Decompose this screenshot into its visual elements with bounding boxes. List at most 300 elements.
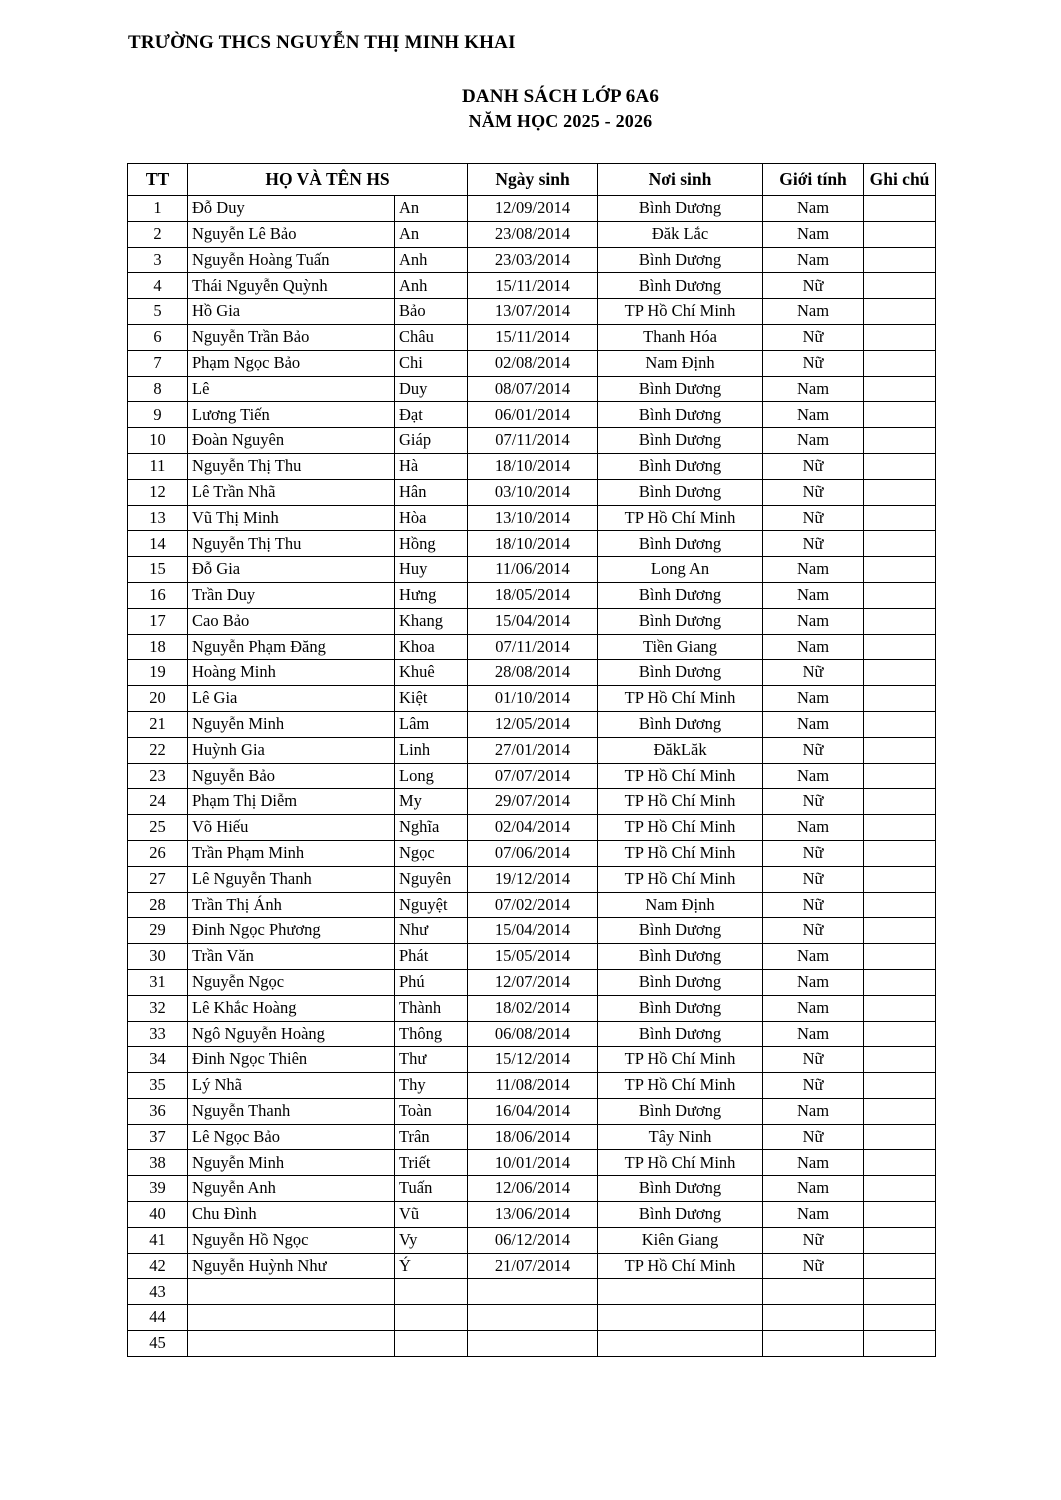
cell-gender xyxy=(763,1279,864,1305)
cell-note xyxy=(864,531,936,557)
cell-date-of-birth: 15/11/2014 xyxy=(468,324,598,350)
school-year-subtitle: NĂM HỌC 2025 - 2026 xyxy=(468,111,653,131)
column-header-note: Ghi chú xyxy=(864,164,936,196)
cell-gender: Nữ xyxy=(763,1073,864,1099)
cell-gender xyxy=(763,1305,864,1331)
cell-date-of-birth: 08/07/2014 xyxy=(468,376,598,402)
cell-gender: Nam xyxy=(763,608,864,634)
cell-given-name: Như xyxy=(395,918,468,944)
cell-birthplace: Bình Dương xyxy=(598,247,763,273)
cell-note xyxy=(864,711,936,737)
cell-tt: 45 xyxy=(128,1331,188,1357)
cell-given-name: Thy xyxy=(395,1073,468,1099)
cell-date-of-birth: 15/05/2014 xyxy=(468,944,598,970)
cell-tt: 40 xyxy=(128,1202,188,1228)
cell-given-name: Hòa xyxy=(395,505,468,531)
cell-note xyxy=(864,557,936,583)
cell-given-name: Giáp xyxy=(395,428,468,454)
cell-given-name: Anh xyxy=(395,247,468,273)
cell-gender: Nữ xyxy=(763,1227,864,1253)
cell-birthplace: TP Hồ Chí Minh xyxy=(598,686,763,712)
cell-tt: 38 xyxy=(128,1150,188,1176)
column-header-full-name: HỌ VÀ TÊN HS xyxy=(188,164,468,196)
cell-gender: Nữ xyxy=(763,918,864,944)
cell-date-of-birth: 23/03/2014 xyxy=(468,247,598,273)
cell-note xyxy=(864,479,936,505)
cell-note xyxy=(864,660,936,686)
cell-surname: Nguyễn Bảo xyxy=(188,763,395,789)
cell-tt: 33 xyxy=(128,1021,188,1047)
cell-surname: Đinh Ngọc Thiên xyxy=(188,1047,395,1073)
cell-given-name: Khuê xyxy=(395,660,468,686)
table-row xyxy=(128,1124,936,1150)
cell-date-of-birth: 12/09/2014 xyxy=(468,196,598,222)
cell-birthplace: Long An xyxy=(598,557,763,583)
cell-date-of-birth xyxy=(468,1331,598,1357)
table-row xyxy=(128,453,936,479)
column-header-gender: Giới tính xyxy=(763,164,864,196)
cell-gender: Nữ xyxy=(763,866,864,892)
cell-surname: Lê Gia xyxy=(188,686,395,712)
cell-note xyxy=(864,763,936,789)
cell-surname: Nguyễn Anh xyxy=(188,1176,395,1202)
cell-gender: Nữ xyxy=(763,273,864,299)
cell-given-name: Thông xyxy=(395,1021,468,1047)
cell-tt: 19 xyxy=(128,660,188,686)
cell-gender: Nam xyxy=(763,428,864,454)
cell-given-name: Thành xyxy=(395,995,468,1021)
cell-date-of-birth: 07/07/2014 xyxy=(468,763,598,789)
cell-date-of-birth: 06/12/2014 xyxy=(468,1227,598,1253)
cell-gender: Nữ xyxy=(763,479,864,505)
cell-birthplace xyxy=(598,1331,763,1357)
cell-gender: Nữ xyxy=(763,840,864,866)
cell-date-of-birth: 13/07/2014 xyxy=(468,299,598,325)
cell-surname: Ngô Nguyễn Hoàng xyxy=(188,1021,395,1047)
table-row xyxy=(128,1279,936,1305)
cell-note xyxy=(864,428,936,454)
cell-gender: Nữ xyxy=(763,1253,864,1279)
cell-birthplace: TP Hồ Chí Minh xyxy=(598,789,763,815)
cell-date-of-birth: 02/04/2014 xyxy=(468,815,598,841)
student-roster-table xyxy=(127,163,936,1357)
cell-note xyxy=(864,1047,936,1073)
cell-given-name: Nguyệt xyxy=(395,892,468,918)
student-roster-table-wrapper xyxy=(127,163,935,1357)
cell-date-of-birth: 23/08/2014 xyxy=(468,221,598,247)
cell-tt: 7 xyxy=(128,350,188,376)
cell-given-name: Duy xyxy=(395,376,468,402)
cell-surname: Lê Khắc Hoàng xyxy=(188,995,395,1021)
cell-note xyxy=(864,376,936,402)
cell-given-name: Vy xyxy=(395,1227,468,1253)
cell-birthplace: Bình Dương xyxy=(598,995,763,1021)
cell-tt: 36 xyxy=(128,1098,188,1124)
cell-note xyxy=(864,840,936,866)
cell-date-of-birth: 15/04/2014 xyxy=(468,918,598,944)
cell-birthplace: Bình Dương xyxy=(598,1021,763,1047)
cell-gender: Nam xyxy=(763,969,864,995)
cell-given-name xyxy=(395,1331,468,1357)
cell-given-name: Hồng xyxy=(395,531,468,557)
cell-tt: 13 xyxy=(128,505,188,531)
cell-surname xyxy=(188,1305,395,1331)
cell-note xyxy=(864,608,936,634)
cell-surname: Phạm Thị Diễm xyxy=(188,789,395,815)
cell-birthplace: Bình Dương xyxy=(598,944,763,970)
table-row xyxy=(128,995,936,1021)
cell-birthplace: Bình Dương xyxy=(598,531,763,557)
table-row xyxy=(128,1227,936,1253)
table-row xyxy=(128,273,936,299)
cell-birthplace: Bình Dương xyxy=(598,402,763,428)
cell-gender: Nam xyxy=(763,944,864,970)
cell-surname: Nguyễn Minh xyxy=(188,1150,395,1176)
cell-note xyxy=(864,866,936,892)
cell-note xyxy=(864,892,936,918)
cell-date-of-birth: 12/07/2014 xyxy=(468,969,598,995)
cell-birthplace: TP Hồ Chí Minh xyxy=(598,505,763,531)
cell-tt: 16 xyxy=(128,582,188,608)
cell-surname: Đỗ Duy xyxy=(188,196,395,222)
table-row xyxy=(128,840,936,866)
cell-surname: Chu Đình xyxy=(188,1202,395,1228)
cell-tt: 37 xyxy=(128,1124,188,1150)
table-row xyxy=(128,686,936,712)
cell-gender: Nữ xyxy=(763,1047,864,1073)
cell-date-of-birth: 07/11/2014 xyxy=(468,428,598,454)
cell-tt: 15 xyxy=(128,557,188,583)
table-row xyxy=(128,1176,936,1202)
table-row xyxy=(128,737,936,763)
table-header-row xyxy=(128,164,936,196)
cell-note xyxy=(864,324,936,350)
cell-gender: Nam xyxy=(763,1176,864,1202)
table-row xyxy=(128,1305,936,1331)
cell-gender: Nam xyxy=(763,196,864,222)
cell-gender: Nữ xyxy=(763,453,864,479)
cell-gender: Nữ xyxy=(763,531,864,557)
cell-tt: 5 xyxy=(128,299,188,325)
cell-tt: 42 xyxy=(128,1253,188,1279)
cell-gender: Nam xyxy=(763,686,864,712)
table-row xyxy=(128,944,936,970)
cell-birthplace: Bình Dương xyxy=(598,918,763,944)
cell-surname: Lê Nguyễn Thanh xyxy=(188,866,395,892)
cell-birthplace: TP Hồ Chí Minh xyxy=(598,1047,763,1073)
cell-note xyxy=(864,453,936,479)
cell-date-of-birth: 18/02/2014 xyxy=(468,995,598,1021)
cell-birthplace: TP Hồ Chí Minh xyxy=(598,815,763,841)
table-row xyxy=(128,1202,936,1228)
cell-given-name: Tuấn xyxy=(395,1176,468,1202)
cell-birthplace: Đăk Lắc xyxy=(598,221,763,247)
table-row xyxy=(128,789,936,815)
column-header-dob: Ngày sinh xyxy=(468,164,598,196)
table-row xyxy=(128,1021,936,1047)
cell-note xyxy=(864,299,936,325)
table-row xyxy=(128,247,936,273)
cell-note xyxy=(864,1202,936,1228)
cell-given-name: Vũ xyxy=(395,1202,468,1228)
cell-note xyxy=(864,969,936,995)
cell-surname: Hoàng Minh xyxy=(188,660,395,686)
cell-date-of-birth: 10/01/2014 xyxy=(468,1150,598,1176)
cell-tt: 6 xyxy=(128,324,188,350)
cell-note xyxy=(864,221,936,247)
cell-gender: Nam xyxy=(763,299,864,325)
table-row xyxy=(128,866,936,892)
table-body xyxy=(128,196,936,1357)
cell-given-name: Nguyên xyxy=(395,866,468,892)
cell-date-of-birth: 03/10/2014 xyxy=(468,479,598,505)
cell-surname: Huỳnh Gia xyxy=(188,737,395,763)
cell-tt: 14 xyxy=(128,531,188,557)
cell-note xyxy=(864,402,936,428)
cell-note xyxy=(864,1073,936,1099)
cell-date-of-birth: 12/06/2014 xyxy=(468,1176,598,1202)
cell-note xyxy=(864,350,936,376)
cell-surname: Nguyễn Thị Thu xyxy=(188,531,395,557)
cell-birthplace: Bình Dương xyxy=(598,453,763,479)
cell-birthplace xyxy=(598,1279,763,1305)
cell-birthplace: Tiền Giang xyxy=(598,634,763,660)
cell-tt: 8 xyxy=(128,376,188,402)
table-row xyxy=(128,815,936,841)
cell-given-name xyxy=(395,1305,468,1331)
cell-surname: Lê Trần Nhã xyxy=(188,479,395,505)
cell-given-name: Châu xyxy=(395,324,468,350)
cell-given-name: Triết xyxy=(395,1150,468,1176)
cell-birthplace: Kiên Giang xyxy=(598,1227,763,1253)
column-header-birthplace: Nơi sinh xyxy=(598,164,763,196)
table-row xyxy=(128,324,936,350)
cell-given-name: Khoa xyxy=(395,634,468,660)
cell-birthplace: Tây Ninh xyxy=(598,1124,763,1150)
cell-tt: 31 xyxy=(128,969,188,995)
cell-note xyxy=(864,247,936,273)
cell-gender: Nam xyxy=(763,557,864,583)
cell-date-of-birth xyxy=(468,1279,598,1305)
column-header-tt: TT xyxy=(128,164,188,196)
cell-birthplace: Thanh Hóa xyxy=(598,324,763,350)
cell-tt: 41 xyxy=(128,1227,188,1253)
table-row xyxy=(128,1150,936,1176)
cell-note xyxy=(864,1150,936,1176)
cell-note xyxy=(864,196,936,222)
cell-birthplace: Bình Dương xyxy=(598,582,763,608)
cell-given-name: Linh xyxy=(395,737,468,763)
table-row xyxy=(128,557,936,583)
cell-birthplace: Bình Dương xyxy=(598,660,763,686)
cell-gender: Nam xyxy=(763,221,864,247)
cell-date-of-birth: 12/05/2014 xyxy=(468,711,598,737)
table-row xyxy=(128,1098,936,1124)
cell-date-of-birth: 06/01/2014 xyxy=(468,402,598,428)
cell-given-name: Khang xyxy=(395,608,468,634)
cell-given-name: Toàn xyxy=(395,1098,468,1124)
cell-surname: Trần Thị Ánh xyxy=(188,892,395,918)
cell-birthplace: TP Hồ Chí Minh xyxy=(598,763,763,789)
cell-surname: Nguyễn Lê Bảo xyxy=(188,221,395,247)
cell-given-name: Hà xyxy=(395,453,468,479)
cell-note xyxy=(864,1176,936,1202)
cell-birthplace: TP Hồ Chí Minh xyxy=(598,840,763,866)
cell-surname: Lê xyxy=(188,376,395,402)
cell-birthplace: Nam Định xyxy=(598,892,763,918)
table-row xyxy=(128,763,936,789)
cell-note xyxy=(864,582,936,608)
cell-surname: Phạm Ngọc Bảo xyxy=(188,350,395,376)
cell-gender: Nữ xyxy=(763,789,864,815)
cell-gender: Nam xyxy=(763,376,864,402)
cell-birthplace xyxy=(598,1305,763,1331)
cell-note xyxy=(864,789,936,815)
cell-surname: Vũ Thị Minh xyxy=(188,505,395,531)
cell-tt: 24 xyxy=(128,789,188,815)
cell-date-of-birth: 11/06/2014 xyxy=(468,557,598,583)
cell-note xyxy=(864,1305,936,1331)
cell-birthplace: TP Hồ Chí Minh xyxy=(598,866,763,892)
table-row xyxy=(128,582,936,608)
cell-surname: Nguyễn Ngọc xyxy=(188,969,395,995)
cell-note xyxy=(864,686,936,712)
cell-date-of-birth: 21/07/2014 xyxy=(468,1253,598,1279)
cell-date-of-birth: 06/08/2014 xyxy=(468,1021,598,1047)
cell-note xyxy=(864,1331,936,1357)
table-row xyxy=(128,350,936,376)
cell-surname: Nguyễn Thị Thu xyxy=(188,453,395,479)
cell-note xyxy=(864,634,936,660)
cell-gender: Nam xyxy=(763,634,864,660)
cell-date-of-birth: 18/10/2014 xyxy=(468,453,598,479)
cell-given-name: Nghĩa xyxy=(395,815,468,841)
cell-tt: 9 xyxy=(128,402,188,428)
cell-surname xyxy=(188,1279,395,1305)
cell-date-of-birth: 15/11/2014 xyxy=(468,273,598,299)
cell-given-name: Lâm xyxy=(395,711,468,737)
cell-tt: 12 xyxy=(128,479,188,505)
cell-birthplace: Bình Dương xyxy=(598,428,763,454)
cell-tt: 43 xyxy=(128,1279,188,1305)
cell-surname: Nguyễn Huỳnh Như xyxy=(188,1253,395,1279)
cell-tt: 27 xyxy=(128,866,188,892)
cell-date-of-birth: 18/05/2014 xyxy=(468,582,598,608)
cell-gender: Nữ xyxy=(763,660,864,686)
cell-given-name xyxy=(395,1279,468,1305)
cell-surname: Trần Văn xyxy=(188,944,395,970)
cell-note xyxy=(864,1227,936,1253)
cell-date-of-birth: 07/06/2014 xyxy=(468,840,598,866)
cell-note xyxy=(864,737,936,763)
cell-birthplace: TP Hồ Chí Minh xyxy=(598,1073,763,1099)
school-name-heading: TRƯỜNG THCS NGUYỄN THỊ MINH KHAI xyxy=(128,32,516,53)
cell-surname: Lý Nhã xyxy=(188,1073,395,1099)
cell-birthplace: Bình Dương xyxy=(598,608,763,634)
cell-tt: 28 xyxy=(128,892,188,918)
cell-gender: Nam xyxy=(763,1202,864,1228)
cell-date-of-birth: 19/12/2014 xyxy=(468,866,598,892)
cell-tt: 32 xyxy=(128,995,188,1021)
table-row xyxy=(128,608,936,634)
cell-gender: Nam xyxy=(763,247,864,273)
cell-given-name: Thư xyxy=(395,1047,468,1073)
cell-surname xyxy=(188,1331,395,1357)
cell-date-of-birth: 02/08/2014 xyxy=(468,350,598,376)
page-title: DANH SÁCH LỚP 6A6 xyxy=(461,86,660,107)
cell-surname: Võ Hiếu xyxy=(188,815,395,841)
cell-gender: Nữ xyxy=(763,324,864,350)
cell-surname: Trần Duy xyxy=(188,582,395,608)
cell-note xyxy=(864,815,936,841)
cell-date-of-birth: 27/01/2014 xyxy=(468,737,598,763)
cell-given-name: Long xyxy=(395,763,468,789)
cell-gender: Nam xyxy=(763,1150,864,1176)
table-row xyxy=(128,660,936,686)
cell-surname: Đinh Ngọc Phương xyxy=(188,918,395,944)
cell-gender: Nữ xyxy=(763,350,864,376)
cell-note xyxy=(864,1021,936,1047)
cell-given-name: Đạt xyxy=(395,402,468,428)
table-row xyxy=(128,299,936,325)
cell-given-name: An xyxy=(395,221,468,247)
table-row xyxy=(128,892,936,918)
cell-given-name: My xyxy=(395,789,468,815)
cell-date-of-birth: 18/10/2014 xyxy=(468,531,598,557)
cell-tt: 39 xyxy=(128,1176,188,1202)
cell-note xyxy=(864,273,936,299)
cell-surname: Hồ Gia xyxy=(188,299,395,325)
cell-date-of-birth: 28/08/2014 xyxy=(468,660,598,686)
cell-surname: Nguyễn Phạm Đăng xyxy=(188,634,395,660)
cell-birthplace: Nam Định xyxy=(598,350,763,376)
cell-date-of-birth: 01/10/2014 xyxy=(468,686,598,712)
cell-given-name: Hưng xyxy=(395,582,468,608)
cell-date-of-birth: 07/02/2014 xyxy=(468,892,598,918)
cell-birthplace: Bình Dương xyxy=(598,711,763,737)
table-header xyxy=(128,164,936,196)
cell-surname: Nguyễn Thanh xyxy=(188,1098,395,1124)
cell-tt: 34 xyxy=(128,1047,188,1073)
cell-gender: Nam xyxy=(763,995,864,1021)
cell-tt: 3 xyxy=(128,247,188,273)
cell-tt: 30 xyxy=(128,944,188,970)
cell-tt: 10 xyxy=(128,428,188,454)
cell-date-of-birth: 13/06/2014 xyxy=(468,1202,598,1228)
cell-given-name: Hân xyxy=(395,479,468,505)
cell-given-name: An xyxy=(395,196,468,222)
cell-birthplace: Bình Dương xyxy=(598,196,763,222)
table-row xyxy=(128,479,936,505)
cell-surname: Nguyễn Hồ Ngọc xyxy=(188,1227,395,1253)
table-row xyxy=(128,969,936,995)
cell-birthplace: Bình Dương xyxy=(598,969,763,995)
cell-gender: Nam xyxy=(763,711,864,737)
cell-date-of-birth: 11/08/2014 xyxy=(468,1073,598,1099)
cell-note xyxy=(864,1124,936,1150)
cell-tt: 29 xyxy=(128,918,188,944)
cell-tt: 4 xyxy=(128,273,188,299)
table-row xyxy=(128,221,936,247)
cell-given-name: Trân xyxy=(395,1124,468,1150)
cell-gender: Nữ xyxy=(763,505,864,531)
cell-gender: Nữ xyxy=(763,737,864,763)
cell-surname: Đoàn Nguyên xyxy=(188,428,395,454)
cell-note xyxy=(864,505,936,531)
cell-given-name: Kiệt xyxy=(395,686,468,712)
cell-birthplace: TP Hồ Chí Minh xyxy=(598,1253,763,1279)
cell-note xyxy=(864,944,936,970)
